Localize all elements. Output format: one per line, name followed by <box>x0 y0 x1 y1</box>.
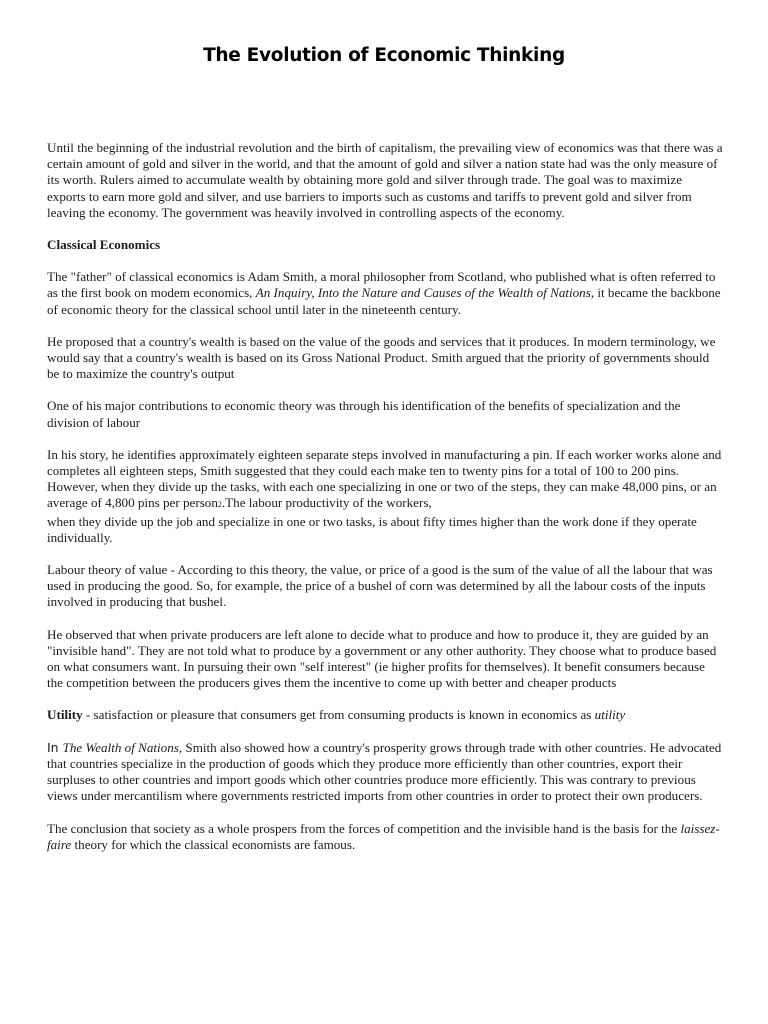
paragraph-utility <box>47 707 723 723</box>
paragraph-text: when they divide up the job and specialize in one or two tasks, is about fifty times higher than the work done if they operate individually. <box>47 513 697 545</box>
book-title: The Wealth of Nations, <box>62 739 183 755</box>
term-laissez-faire: laissez-faire <box>47 820 720 852</box>
paragraph-text: In his story, he identifies approximately eighteen separate steps involved in manufacturing a pin. If each worker works alone and completes all eighteen steps, Smith suggested that they could each make ten to twenty pins for a total of 100 to 200 pins. However, when they divide up the tasks, with each one specializing in one or two of the steps, they can make 48,000 pins, or an average of 4,800 pins per person <box>47 446 722 511</box>
paragraph-labour-theory: Labour theory of value - According to this theory, the value, or price of a good is the sum of the value of all the labour that was used in producing the good. So, for example, the price of a bushel of corn was determined by all the labour costs of the inputs involved in producing that bushel. <box>47 562 713 610</box>
term-utility: Utility <box>47 707 83 723</box>
paragraph-text: it became the backbone of economic theory for the classical school until later in the nineteenth century. <box>47 285 721 317</box>
document-body <box>47 140 723 869</box>
section-heading: Classical Economics <box>47 237 161 253</box>
paragraph-text: .The labour productivity of the workers, <box>221 495 432 511</box>
paragraph-specialization: One of his major contributions to economic theory was through his identification of the benefits of specialization and the division of labour <box>47 398 681 430</box>
paragraph-text: - satisfaction or pleasure that consumers get from consuming products is known in economics as <box>82 707 595 723</box>
paragraph-text: In <box>47 739 63 755</box>
paragraph-text: theory for which the classical economists are famous. <box>71 836 356 852</box>
intro-paragraph: Until the beginning of the industrial revolution and the birth of capitalism, the prevailing view of economics was that there was a certain amount of gold and silver in the world, and that the amount of gold and silver a nation state had was the only measure of its worth. Rulers aimed to accumulate wealth by obtaining more gold and silver through trade. The goal was to maximize exports to earn more gold and silver, and use barriers to imports such as customs and tariffs to prevent gold and silver from leaving the economy. The government was heavily involved in controlling aspects of the economy. <box>47 140 723 220</box>
paragraph-text: The conclusion that society as a whole prospers from the forces of competition and the invisible hand is the basis for the <box>47 820 681 836</box>
footnote-marker: 2 <box>217 500 222 510</box>
paragraph-invisible-hand: He observed that when private producers are left alone to decide what to produce and how to produce it, they are guided by an "invisible hand". They are not told what to produce by a government or any other authority. They choose what to produce based on what consumers want. In pursuing their own "self interest" (ie higher profits for themselves). It benefit consumers because the competition between the producers gives them the incentive to come up with better and cheaper products <box>47 626 717 691</box>
paragraph-text: Smith also showed how a country's prosperity grows through trade with other countries. He advocated that countries specialize in the production of goods which they produce more efficiently than other countries, export their surpluses to other countries and import goods which other countries produce more efficiently. This was contrary to previous views under mercantilism where governments restricted imports from other countries in order to protect their own producers. <box>47 739 722 804</box>
paragraph-wealth: He proposed that a country's wealth is based on the value of the goods and services that it produces. In modern terminology, we would say that a country's wealth is based on its Gross National Product. Smith argued that the priority of governments should be to maximize the country's output <box>47 333 716 382</box>
term-utility-italic: utility <box>594 707 626 723</box>
paragraph-adam-smith <box>47 269 723 318</box>
page-title: The Evolution of Economic Thinking <box>203 45 565 66</box>
book-title: An Inquiry, Into the Nature and Causes of the Wealth of Nations, <box>255 285 595 301</box>
paragraph-text: The "father" of classical economics is Adam Smith, a moral philosopher from Scotland, who published what is often referred to as the first book on modem economics, <box>47 269 716 301</box>
paragraph-trade <box>47 740 723 805</box>
paragraph-laissez-faire <box>47 821 723 853</box>
paragraph-pin-factory <box>47 447 723 546</box>
